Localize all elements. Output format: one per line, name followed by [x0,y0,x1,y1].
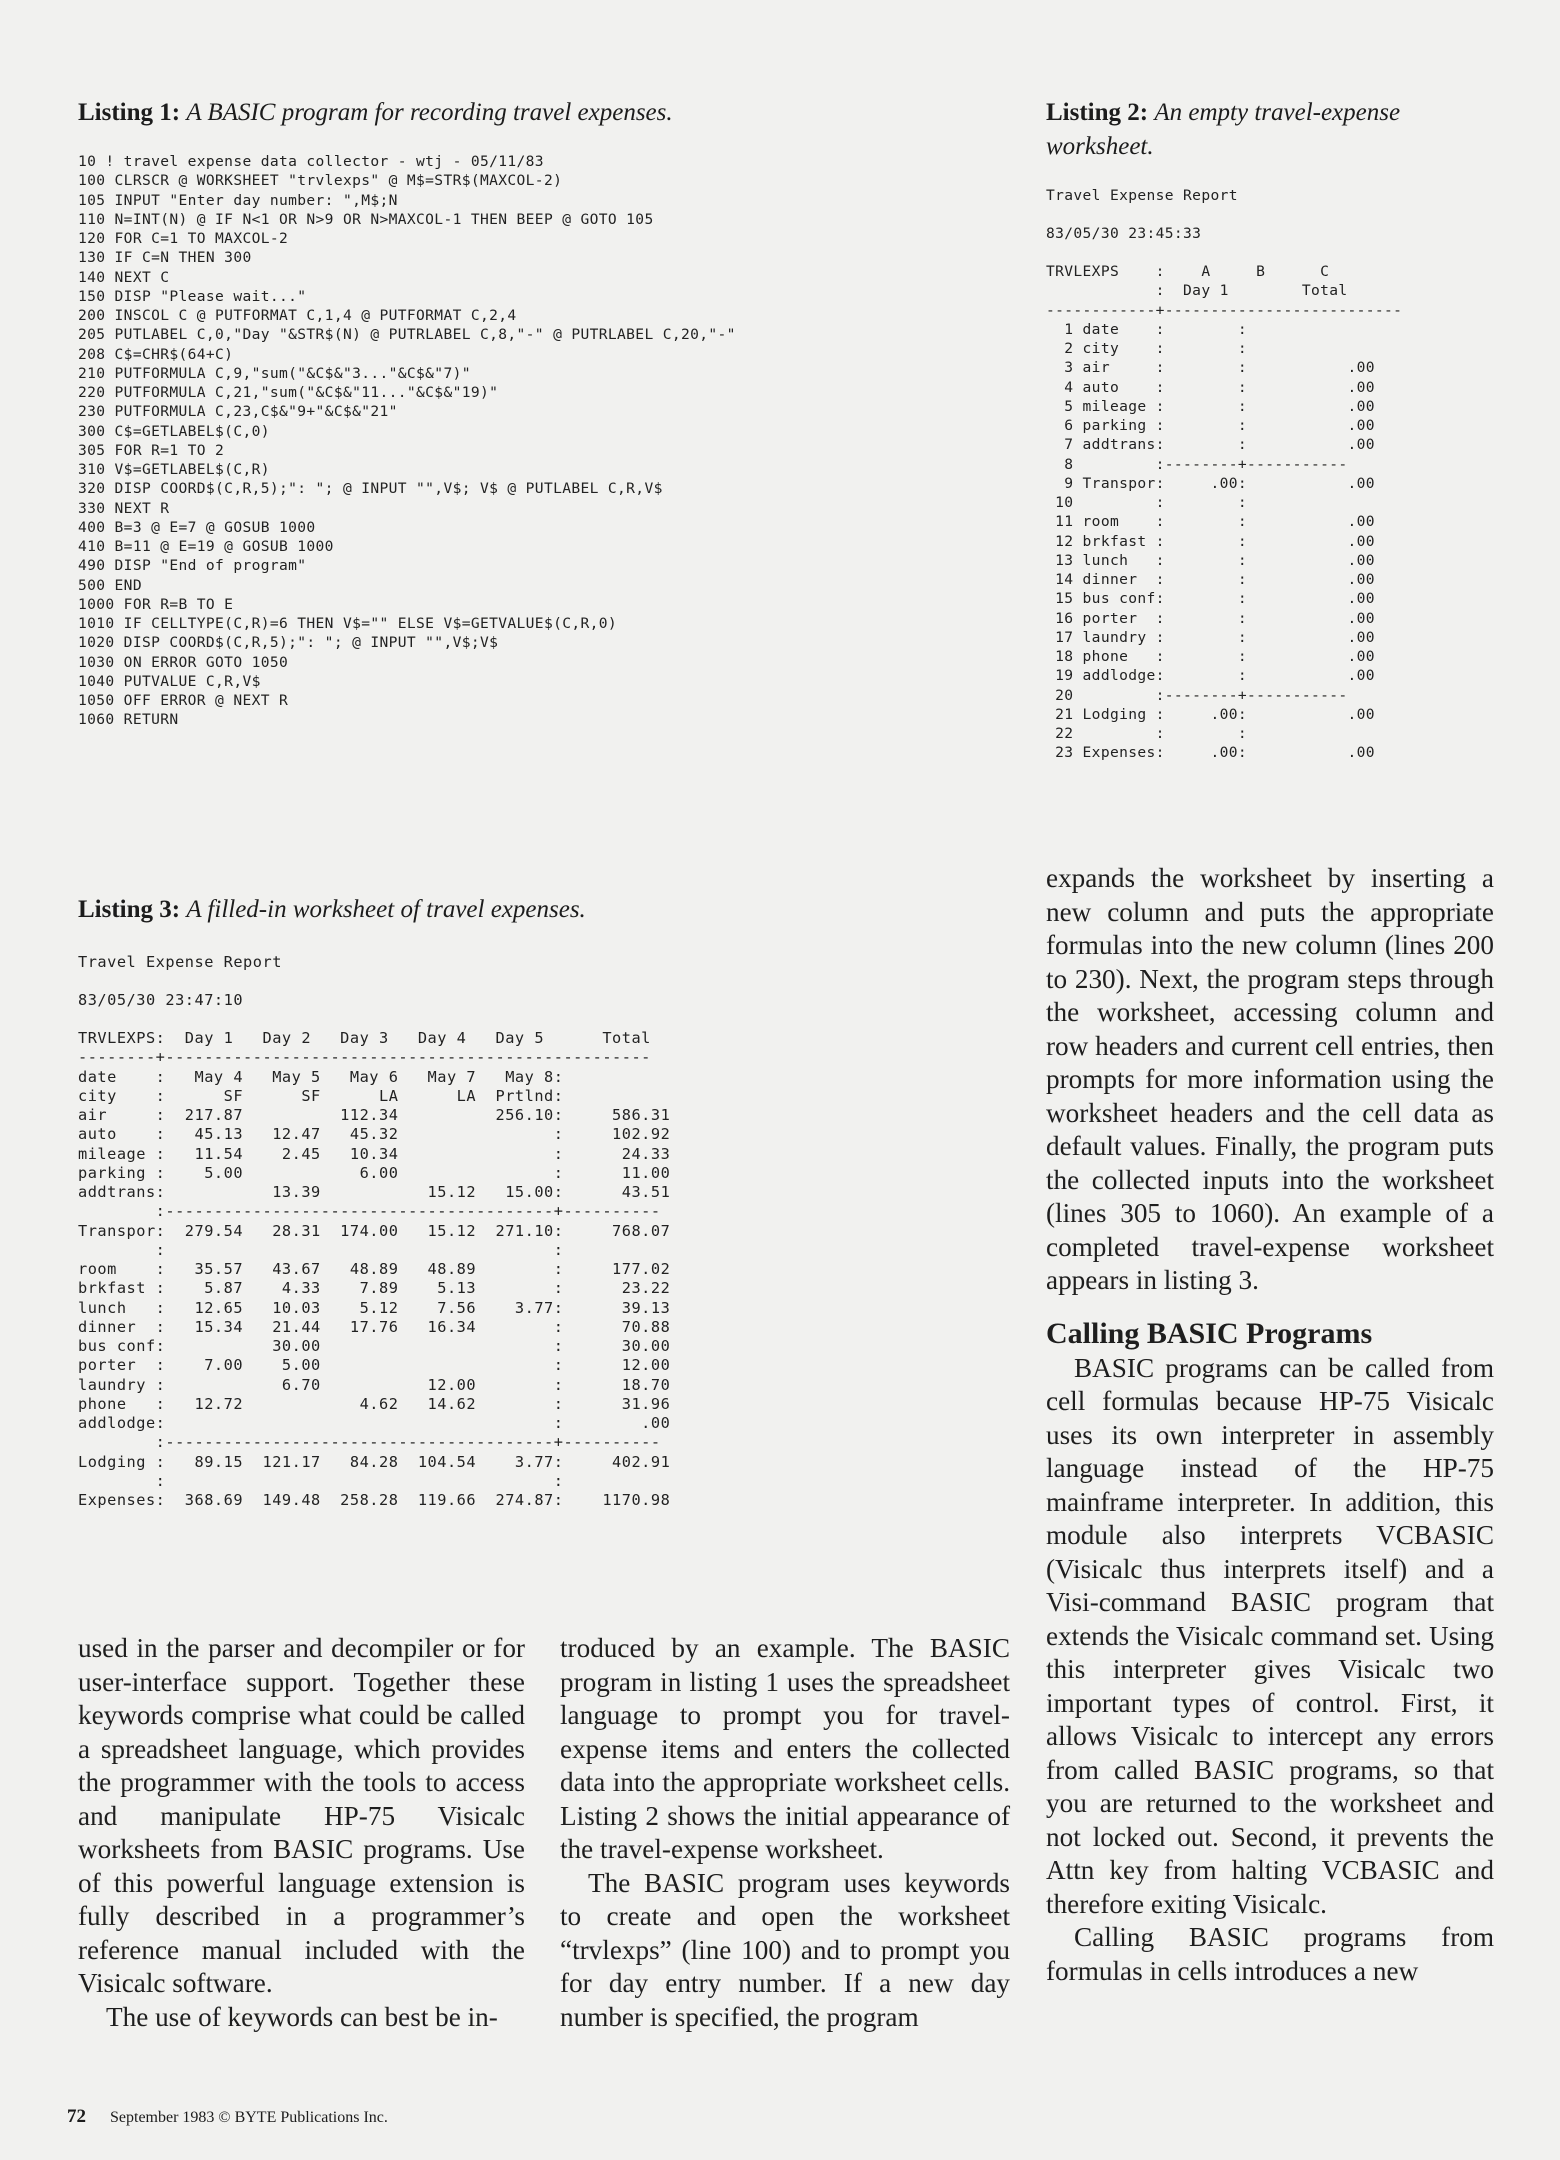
worksheet-row: 6 parking : : .00 [1046,417,1375,434]
code-line: 105 INPUT "Enter day number: ",M$;N [78,191,398,209]
listing-1-caption-text: A BASIC program for recording travel expenses. [186,99,673,126]
worksheet-row: 9 Transpor: .00: .00 [1046,474,1375,492]
worksheet-row: city : SF SF LA LA Prtlnd: [78,1086,564,1105]
worksheet-row: dinner : 15.34 21.44 17.76 16.34 : 70.88 [78,1317,671,1336]
section-heading: Calling BASIC Programs [1046,1316,1373,1350]
code-line: 110 N=INT(N) @ IF N<1 OR N>9 OR N>MAXCOL-1 THEN BEEP @ GOTO 105 [78,210,654,228]
code-line: 150 DISP "Please wait..." [78,287,307,305]
worksheet-row: : : [78,1471,564,1490]
code-line: 200 INSCOL C @ PUTFORMAT C,1,4 @ PUTFORMAT C,2,4 [78,307,517,324]
listing-2-caption-text: An empty travel-expense [1154,99,1401,126]
worksheet-row: 23 Expenses: .00: .00 [1046,744,1375,762]
code-line: 220 PUTFORMULA C,21,"sum("&C$&"11..."&C$&"19)" [78,384,499,401]
worksheet-row: 4 auto : : .00 [1046,378,1375,396]
worksheet-row: room : 35.57 43.67 48.89 48.89 : 177.02 [78,1260,671,1278]
code-line: 130 IF C=N THEN 300 [78,249,252,267]
worksheet-row: 13 lunch : : .00 [1046,551,1375,569]
worksheet-row: Expenses: 368.69 149.48 258.28 119.66 274.87: 1170.98 [78,1491,671,1509]
worksheet-row: air : 217.87 112.34 256.10: 586.31 [78,1106,671,1124]
worksheet-row: 14 dinner : : .00 [1046,571,1375,588]
worksheet-row: TRVLEXPS : A B C [1046,263,1330,280]
worksheet-row: 21 Lodging : .00: .00 [1046,705,1375,723]
worksheet-row: 3 air : : .00 [1046,359,1375,377]
code-line: 330 NEXT R [78,499,170,517]
listing-2-caption [1046,96,1486,164]
body-column-1 [78,1632,525,2034]
worksheet-row: laundry : 6.70 12.00 : 18.70 [78,1375,671,1394]
worksheet-row: 8 :--------+----------- [1046,455,1348,473]
listing-3-caption-text: A filled-in worksheet of travel expenses. [186,896,586,923]
listing-3-worksheet [78,1029,670,1510]
code-line: 1030 ON ERROR GOTO 1050 [78,653,289,671]
page-footer [67,2106,388,2128]
paragraph: The BASIC program uses keywords to create and open the worksheet “trvlexps” (line 100) and to prompt you for day entry number. If a new day number is specified, the program [560,1867,1010,2032]
paragraph: Calling BASIC programs from formulas in cells introduces a new [1046,1922,1494,1986]
worksheet-row: 5 mileage : : .00 [1046,397,1375,415]
worksheet-row: parking : 5.00 6.00 : 11.00 [78,1163,671,1182]
code-line: 230 PUTFORMULA C,23,C$&"9+"&C$&"21" [78,403,398,421]
code-line: 410 B=11 @ E=19 @ GOSUB 1000 [78,538,334,555]
listing-3-timestamp: 83/05/30 23:47:10 [78,991,244,1009]
worksheet-row: 11 room : : .00 [1046,513,1375,531]
worksheet-row: 16 porter : : .00 [1046,609,1375,627]
worksheet-row: brkfast : 5.87 4.33 7.89 5.13 : 23.22 [78,1279,671,1298]
code-line: 1020 DISP COORD$(C,R,5);": "; @ INPUT "",V$;V$ [78,634,499,652]
listing-1-label: Listing 1: [78,99,181,126]
code-line: 208 C$=CHR$(64+C) [78,345,234,363]
worksheet-row: mileage : 11.54 2.45 10.34 : 24.33 [78,1144,671,1163]
code-line: 100 CLRSCR @ WORKSHEET "trvlexps" @ M$=STR$(MAXCOL-2) [78,172,563,190]
worksheet-row: auto : 45.13 12.47 45.32 : 102.92 [78,1125,671,1144]
paragraph: expands the worksheet by inserting a new column and puts the appropriate formulas into the new column (lines 200 to 230). Next, the program steps through the worksheet, accessing column and row headers and current cell entries, then prompts for more information using the worksheet headers and the cell data as default values. Finally, the program puts the collected inputs into the worksheet (lines 305 to 1060). An example of a completed travel-expense worksheet appears in listing 3. [1046,863,1494,1295]
worksheet-row: ------------+-------------------------- [1046,301,1403,319]
worksheet-row: Lodging : 89.15 121.17 84.28 104.54 3.77: 402.91 [78,1452,671,1471]
page-number: 72 [67,2106,86,2127]
listing-1-caption [78,96,673,130]
worksheet-row: date : May 4 May 5 May 6 May 7 May 8: [78,1067,564,1086]
code-line: 490 DISP "End of program" [78,557,307,575]
listing-2-caption-text-2: worksheet. [1046,133,1154,160]
worksheet-row: Transpor: 279.54 28.31 174.00 15.12 271.10: 768.07 [78,1221,671,1240]
worksheet-row: porter : 7.00 5.00 : 12.00 [78,1356,671,1375]
worksheet-row: TRVLEXPS: Day 1 Day 2 Day 3 Day 4 Day 5 Total [78,1029,651,1047]
code-line: 205 PUTLABEL C,0,"Day "&STR$(N) @ PUTRLABEL C,8,"-" @ PUTRLABEL C,20,"-" [78,326,736,344]
listing-3-label: Listing 3: [78,896,181,923]
worksheet-row: : : [78,1240,564,1259]
worksheet-row: --------+-------------------------------------------------- [78,1048,651,1067]
code-line: 1060 RETURN [78,711,179,729]
listing-2-worksheet [1046,262,1402,763]
worksheet-row: 22 : : [1046,725,1247,742]
paragraph: troduced by an example. The BASIC program in listing 1 uses the spreadsheet language to prompt you for travel-expense items and enters the collected data into the appropriate worksheet cells. Listing 2 shows the initial appearance of the travel-expense worksheet. [560,1633,1010,1864]
worksheet-row: phone : 12.72 4.62 14.62 : 31.96 [78,1394,671,1413]
code-line: 140 NEXT C [78,268,170,286]
worksheet-row: 7 addtrans: : .00 [1046,436,1375,454]
worksheet-row: 15 bus conf: : .00 [1046,590,1375,608]
paragraph: BASIC programs can be called from cell formulas because HP-75 Visicalc uses its own interpreter in assembly language instead of the HP-75 mainframe interpreter. In addition, this module also interprets VCBASIC (Visicalc thus interprets itself) and a Visi-command BASIC program that extends the Visicalc command set. Using this interpreter gives Visicalc two important types of control. First, it allows Visicalc to intercept any errors from called BASIC programs, so that you are returned to the worksheet and not locked out. Second, it prevents the Attn key from halting VCBASIC and therefore exiting Visicalc. [1046,1352,1494,1919]
code-line: 305 FOR R=1 TO 2 [78,441,225,459]
worksheet-row: 12 brkfast : : .00 [1046,532,1375,550]
code-line: 500 END [78,576,142,594]
code-line: 1040 PUTVALUE C,R,V$ [78,672,261,690]
paragraph: used in the parser and decompiler or for user-interface support. Together these keywords comprise what could be called a spreadsheet language, which provides the programmer with the tools to access and manipulate HP-75 Visicalc worksheets from BASIC programs. Use of this powerful language extension is fully described in a programmer’s reference manual included with the Visicalc software. [78,1633,525,1998]
body-column-3 [1046,862,1494,1988]
code-line: 320 DISP COORD$(C,R,5);": "; @ INPUT "",V$; V$ @ PUTLABEL C,R,V$ [78,480,663,498]
code-line: 120 FOR C=1 TO MAXCOL-2 [78,230,289,247]
code-line: 300 C$=GETLABEL$(C,0) [78,422,270,440]
listing-3-report-title: Travel Expense Report [78,953,282,971]
code-line: 400 B=3 @ E=7 @ GOSUB 1000 [78,518,316,536]
worksheet-row: : Day 1 Total [1046,282,1348,300]
worksheet-row: 10 : : [1046,494,1247,511]
listing-2-timestamp: 83/05/30 23:45:33 [1046,225,1202,242]
code-line: 10 ! travel expense data collector - wtj - 05/11/83 [78,153,544,170]
listing-2-label: Listing 2: [1046,99,1149,126]
code-line: 310 V$=GETLABEL$(C,R) [78,461,270,478]
worksheet-row: lunch : 12.65 10.03 5.12 7.56 3.77: 39.13 [78,1298,671,1317]
worksheet-row: 17 laundry : : .00 [1046,628,1375,646]
worksheet-row: 19 addlodge: : .00 [1046,667,1375,685]
worksheet-row: :----------------------------------------+---------- [78,1433,661,1452]
worksheet-row: 2 city : : [1046,340,1247,357]
worksheet-row: :----------------------------------------+---------- [78,1202,661,1221]
code-line: 1000 FOR R=B TO E [78,595,234,613]
worksheet-row: addlodge: : .00 [78,1414,671,1432]
code-line: 1050 OFF ERROR @ NEXT R [78,692,289,709]
listing-3-caption [78,893,586,927]
worksheet-row: 1 date : : [1046,320,1247,338]
worksheet-row: 20 :--------+----------- [1046,686,1348,704]
worksheet-row: 18 phone : : .00 [1046,648,1375,665]
worksheet-row: addtrans: 13.39 15.12 15.00: 43.51 [78,1183,671,1201]
footer-credit: September 1983 © BYTE Publications Inc. [110,2109,388,2126]
listing-1-code [78,152,736,730]
paragraph: The use of keywords can best be in- [106,2001,498,2032]
listing-2-report-title: Travel Expense Report [1046,187,1238,204]
code-line: 210 PUTFORMULA C,9,"sum("&C$&"3..."&C$&"7)" [78,364,471,382]
body-column-2 [560,1632,1010,2034]
code-line: 1010 IF CELLTYPE(C,R)=6 THEN V$="" ELSE V$=GETVALUE$(C,R,0) [78,615,618,632]
worksheet-row: bus conf: 30.00 : 30.00 [78,1337,671,1355]
